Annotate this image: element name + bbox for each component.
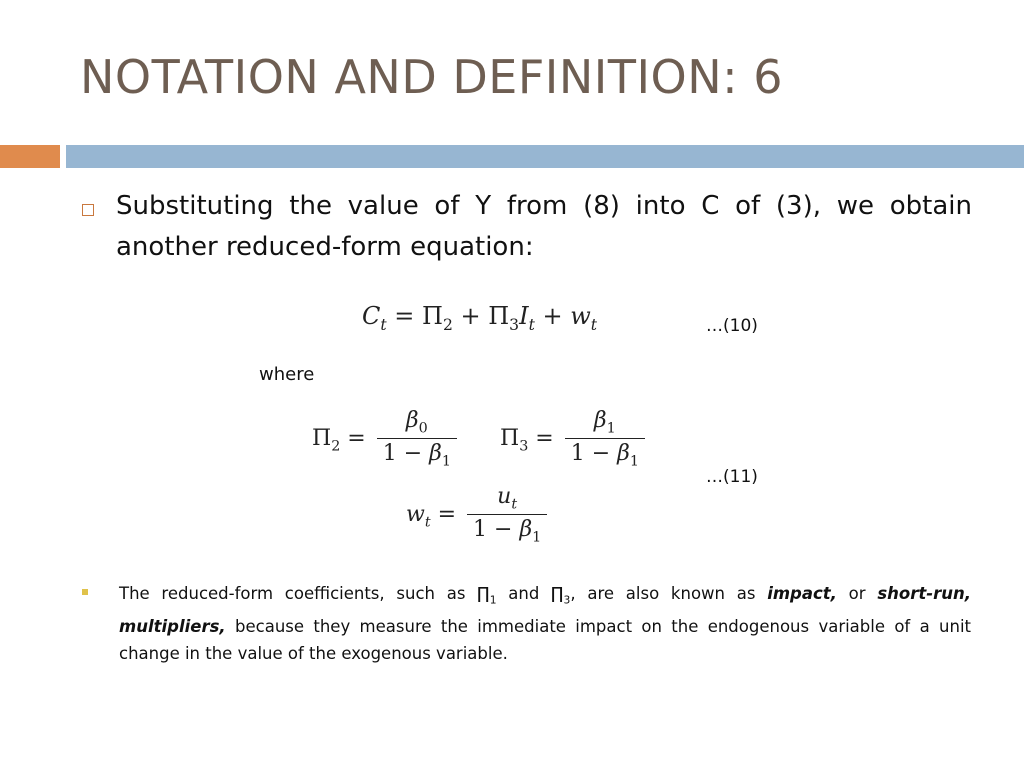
square-bullet-icon bbox=[82, 589, 88, 595]
equation-10-ref: …(10) bbox=[706, 316, 758, 336]
term-short-run-multipliers: short-run, multipliers, bbox=[119, 584, 971, 637]
main-bullet-text: Substituting the value of Y from (8) into C of (3), we obtain another reduced-form equation: bbox=[116, 191, 972, 262]
where-label: where bbox=[259, 364, 315, 385]
term-impact: impact, bbox=[767, 584, 837, 603]
slide-title: NOTATION AND DEFINITION: 6 bbox=[80, 50, 784, 104]
accent-bar-blue bbox=[66, 145, 1024, 168]
equation-pi2: $\Pi_2$ = $\frac{\beta_0}{1 - \beta_1}$ bbox=[312, 408, 461, 470]
equation-pi3: $\Pi_3$ = $\frac{\beta_1}{1 - \beta_1}$ bbox=[500, 408, 649, 470]
equation-11-ref: …(11) bbox=[706, 467, 758, 487]
hollow-square-bullet-icon bbox=[82, 204, 94, 216]
note-paragraph: The reduced-form coefficients, such as $\prod_1$ and $\prod_3$, are also known as impact, or short-run, multipliers, because they measure the immediate impact on the endogenous variable of a unit change in the value of the exogenous variable. bbox=[119, 584, 971, 664]
accent-bar-orange bbox=[0, 145, 60, 168]
equation-10: $C_t = \Pi_2 + \Pi_3I_t + w_t$ bbox=[362, 302, 598, 334]
equation-wt: $w_t$ = $\frac{u_t}{1 - \beta_1}$ bbox=[406, 484, 551, 546]
